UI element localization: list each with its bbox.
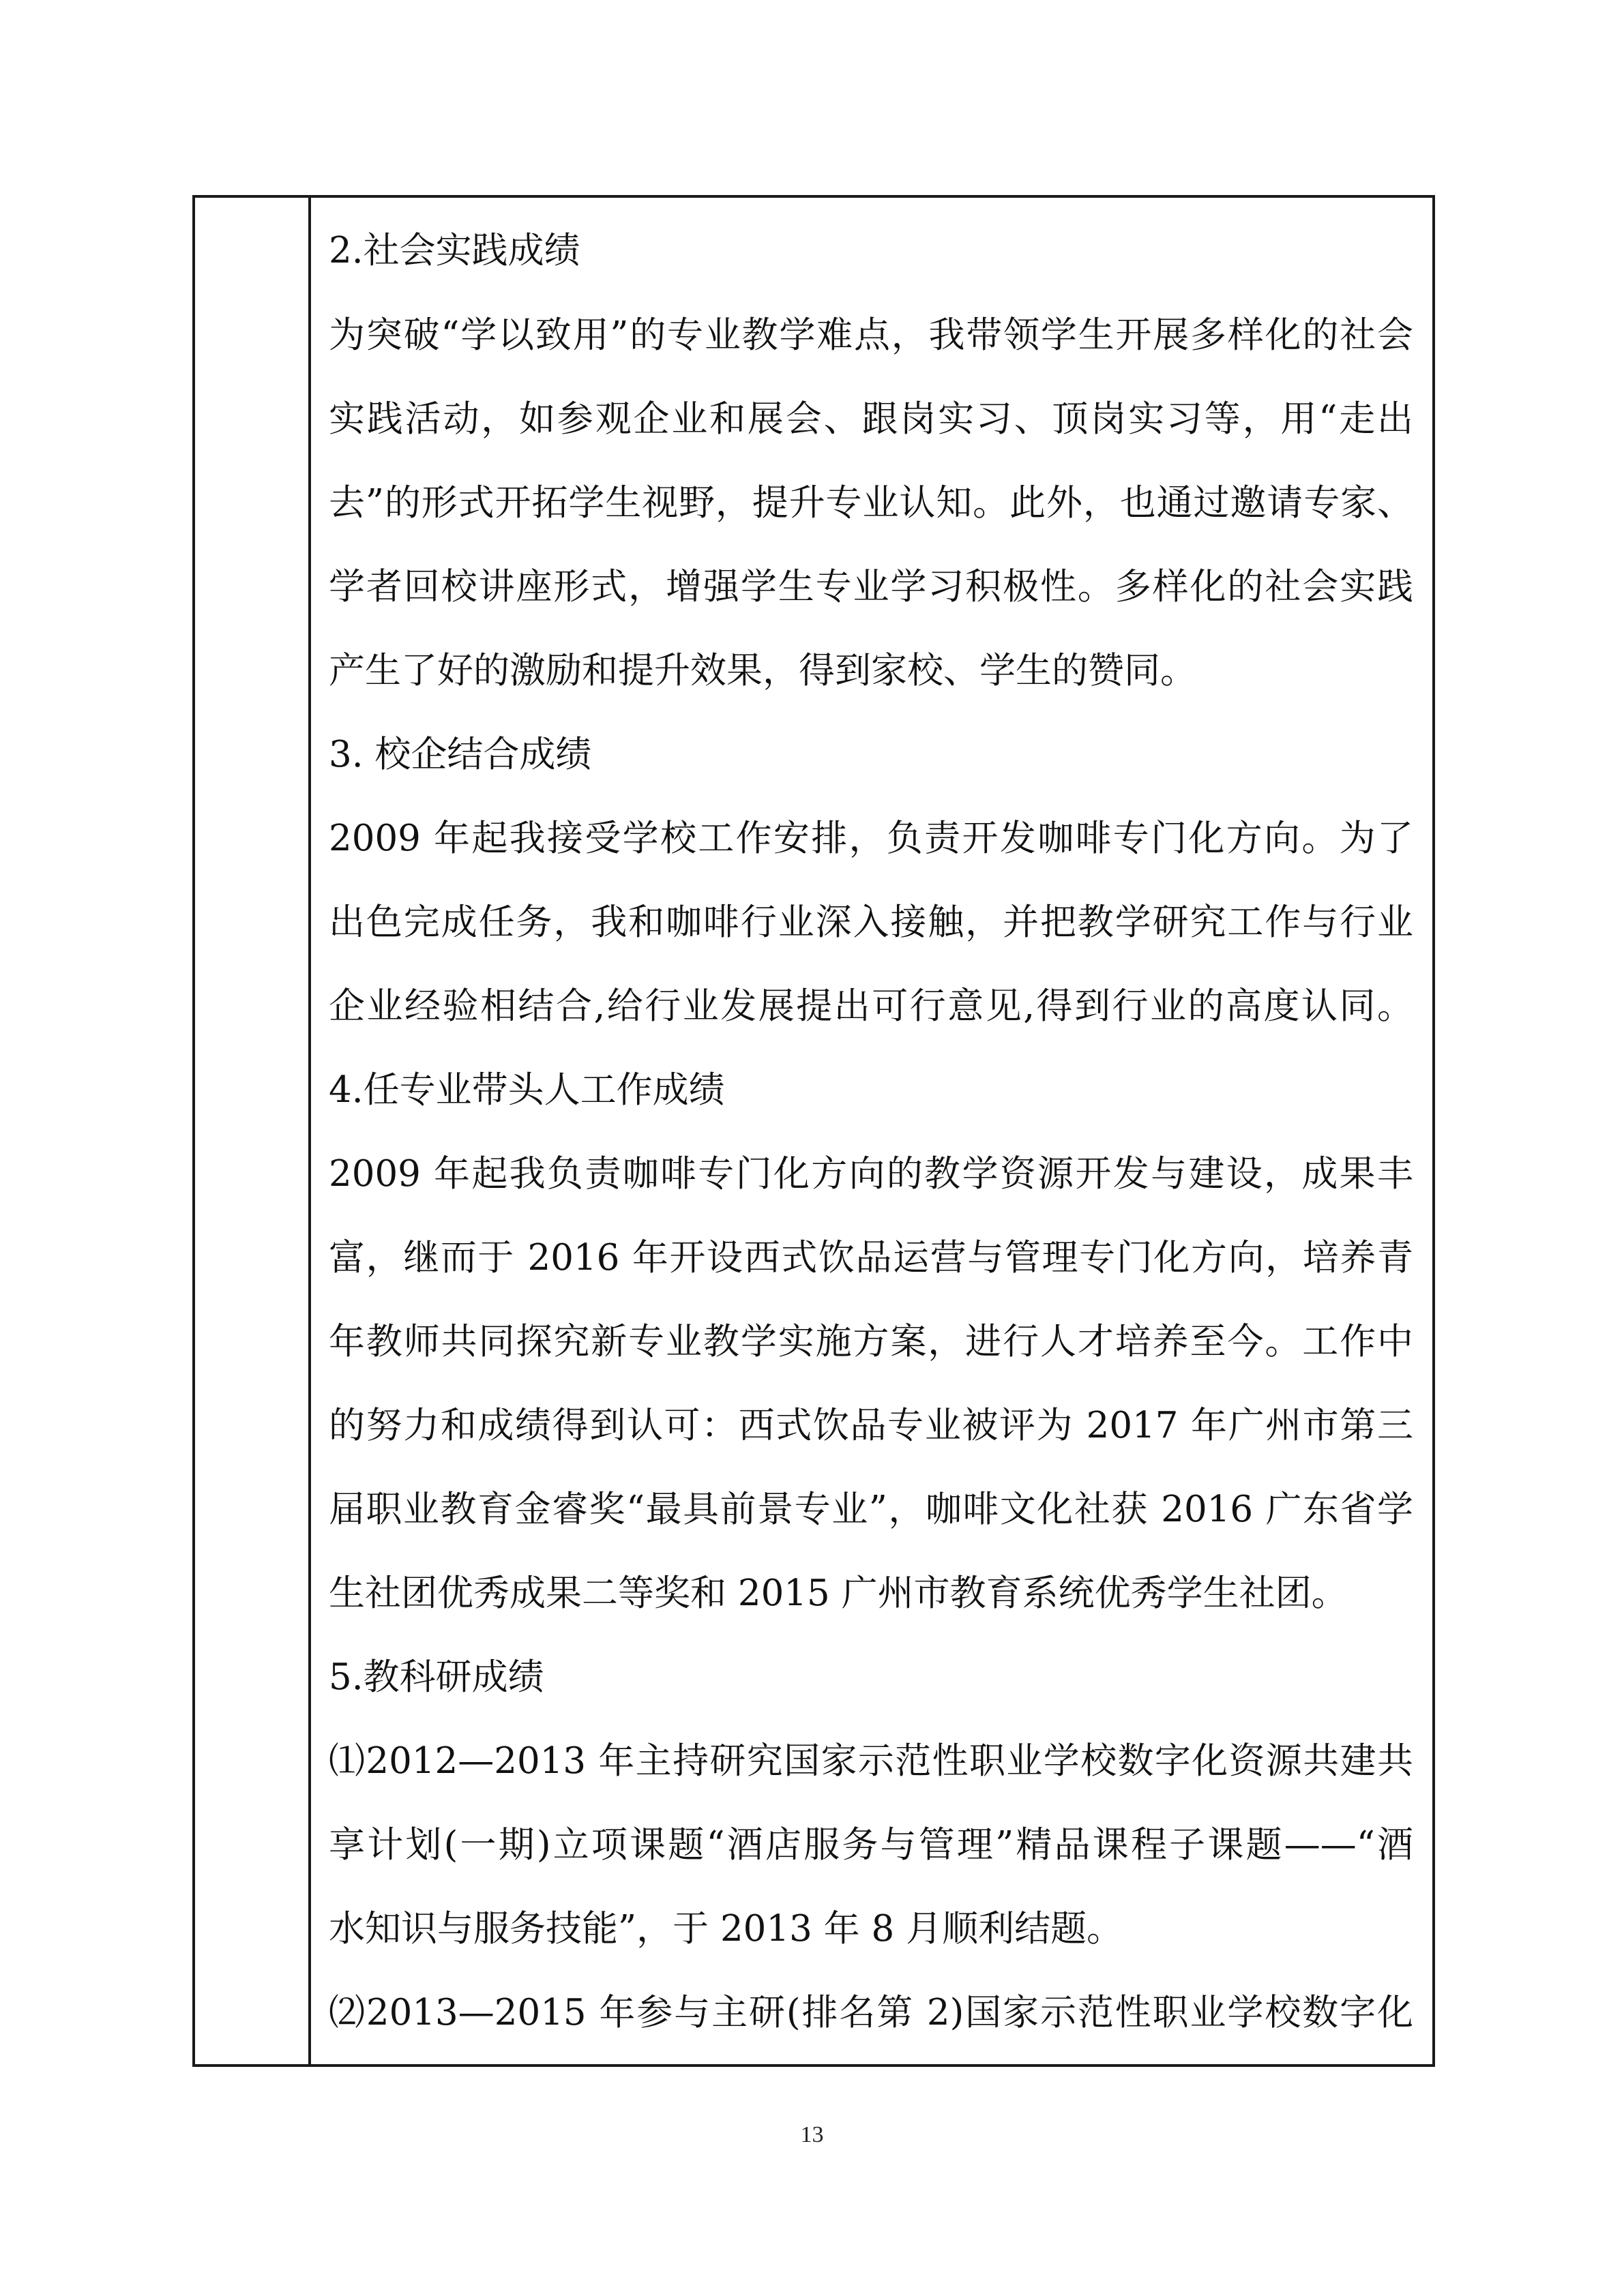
paragraph-line: 2009 年起我负责咖啡专门化方向的教学资源开发与建设，成果丰 — [329, 1153, 1413, 1195]
paragraph-line: 出色完成任务，我和咖啡行业深入接触，并把教学研究工作与行业 — [329, 901, 1413, 943]
paragraph-line: 产生了好的激励和提升效果，得到家校、学生的赞同。 — [329, 650, 1196, 691]
list-item-line: ⑴2012—2013 年主持研究国家示范性职业学校数字化资源共建共 — [329, 1740, 1413, 1782]
form-table — [192, 195, 1435, 2067]
label-column — [195, 198, 311, 2064]
list-item-line: 享计划(一期)立项课题“酒店服务与管理”精品课程子课题——“酒 — [329, 1824, 1413, 1866]
page-number: 13 — [800, 2122, 824, 2147]
content-cell — [314, 198, 1432, 2064]
paragraph-line: 去”的形式开拓学生视野，提升专业认知。此外，也通过邀请专家、 — [329, 482, 1413, 524]
paragraph-line: 2009 年起我接受学校工作安排，负责开发咖啡专门化方向。为了 — [329, 818, 1413, 859]
section-heading-school-enterprise: 3. 校企结合成绩 — [329, 734, 592, 775]
paragraph-line: 的努力和成绩得到认可：西式饮品专业被评为 2017 年广州市第三 — [329, 1405, 1413, 1446]
list-item-line: 水知识与服务技能”，于 2013 年 8 月顺利结题。 — [329, 1908, 1123, 1950]
paragraph-line: 年教师共同探究新专业教学实施方案，进行人才培养至今。工作中 — [329, 1321, 1413, 1362]
section-heading-research: 5.教科研成绩 — [329, 1656, 544, 1698]
paragraph-line: 届职业教育金睿奖“最具前景专业”，咖啡文化社获 2016 广东省学 — [329, 1489, 1413, 1530]
paragraph-line: 企业经验相结合,给行业发展提出可行意见,得到行业的高度认同。 — [329, 985, 1413, 1027]
paragraph-line: 富，继而于 2016 年开设西式饮品运营与管理专门化方向，培养青 — [329, 1237, 1413, 1279]
paragraph-line: 生社团优秀成果二等奖和 2015 广州市教育系统优秀学生社团。 — [329, 1572, 1348, 1614]
list-item-line: ⑵2013—2015 年参与主研(排名第 2)国家示范性职业学校数字化 — [329, 1992, 1413, 2033]
paragraph-line: 学者回校讲座形式，增强学生专业学习积极性。多样化的社会实践 — [329, 566, 1413, 608]
paragraph-line: 为突破“学以致用”的专业教学难点，我带领学生开展多样化的社会 — [329, 314, 1413, 356]
section-heading-social-practice: 2.社会实践成绩 — [329, 230, 580, 271]
section-heading-program-leader: 4.任专业带头人工作成绩 — [329, 1069, 725, 1111]
paragraph-line: 实践活动，如参观企业和展会、跟岗实习、顶岗实习等，用“走出 — [329, 398, 1413, 440]
